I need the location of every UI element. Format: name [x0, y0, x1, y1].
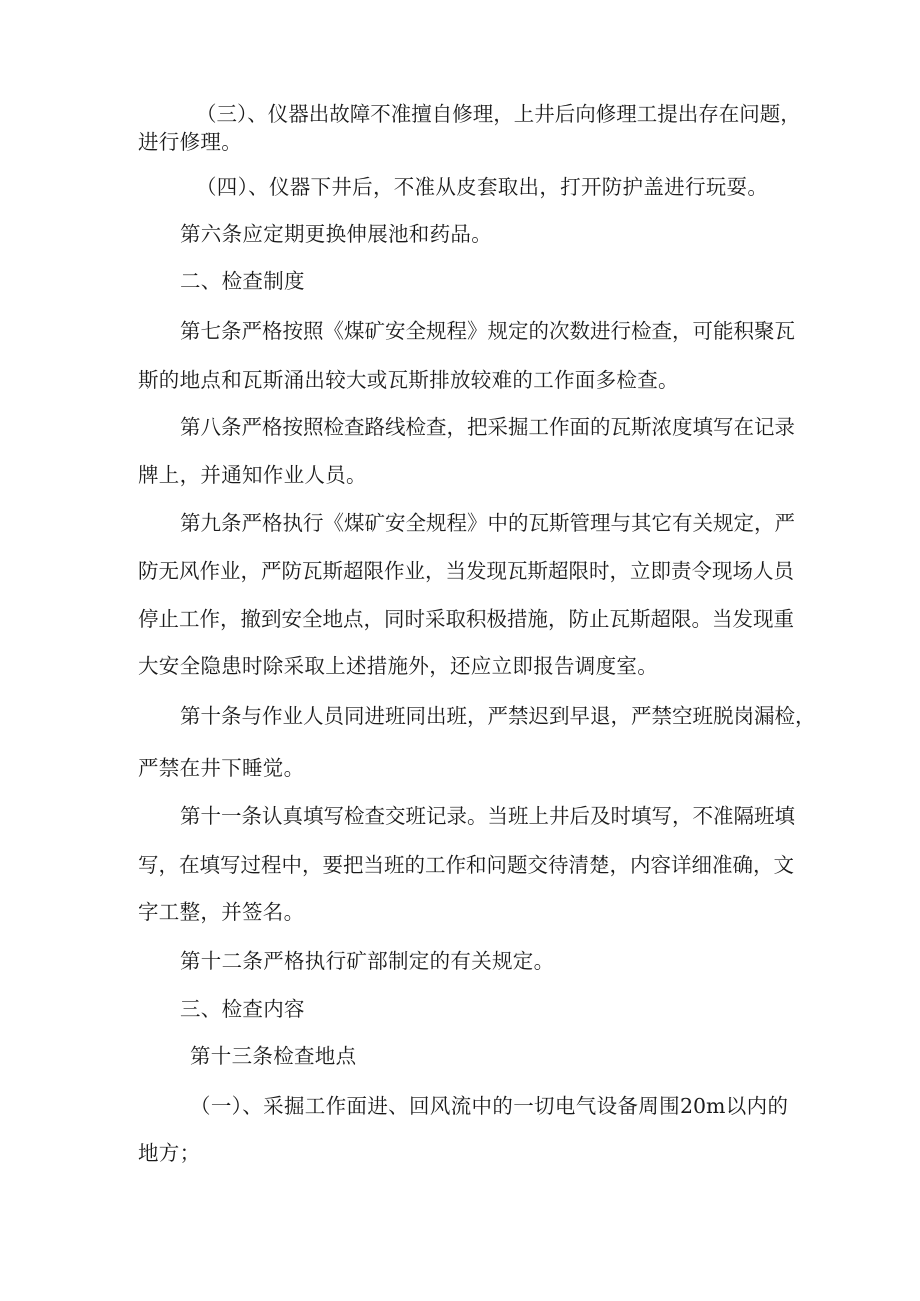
article-11-line-2: 写，在填写过程中，要把当班的工作和问题交待清楚，内容详细准确，文	[138, 853, 794, 877]
article-10-line-1: 第十条与作业人员同进班同出班，严禁迟到早退，严禁空班脱岗漏检，	[180, 704, 816, 728]
section-heading-inspection-system: 二、检查制度	[180, 269, 305, 293]
article-8-line-2: 牌上，并通知作业人员。	[138, 463, 367, 487]
item-1-line-1: （一）、采掘工作面进、回风流中的一切电气设备周围20m以内的	[190, 1094, 788, 1118]
article-8-line-1: 第八条严格按照检查路线检查，把采掘工作面的瓦斯浓度填写在记录	[180, 415, 795, 439]
section-heading-inspection-content: 三、检查内容	[180, 997, 305, 1021]
article-9-line-3: 停止工作，撤到安全地点，同时采取积极措施，防止瓦斯超限。当发现重	[138, 607, 794, 631]
article-12: 第十二条严格执行矿部制定的有关规定。	[180, 949, 555, 973]
article-11-line-3: 字工整，并签名。	[138, 900, 305, 924]
article-9-line-2: 防无风作业，严防瓦斯超限作业，当发现瓦斯超限时，立即责令现场人员	[138, 559, 794, 583]
article-9-line-4: 大安全隐患时除采取上述措施外，还应立即报告调度室。	[138, 654, 658, 678]
article-6: 第六条应定期更换伸展池和药品。	[180, 222, 492, 246]
item-1-line-2: 地方；	[138, 1141, 201, 1165]
paragraph-instrument-underground: （四）、仪器下井后，不准从皮套取出，打开防护盖进行玩耍。	[196, 175, 769, 199]
article-11-line-1: 第十一条认真填写检查交班记录。当班上井后及时填写，不准隔班填	[180, 804, 795, 828]
paragraph-instrument-repair-line-2: 进行修理。	[138, 130, 242, 154]
paragraph-instrument-repair-line-1: （三）、仪器出故障不准擅自修理，上井后向修理工提出存在问题，	[196, 102, 801, 126]
article-7-line-2: 斯的地点和瓦斯涌出较大或瓦斯排放较难的工作面多检查。	[138, 368, 679, 392]
article-13-heading: 第十三条检查地点	[190, 1044, 357, 1068]
article-9-line-1: 第九条严格执行《煤矿安全规程》中的瓦斯管理与其它有关规定，严	[180, 511, 795, 535]
article-10-line-2: 严禁在井下睡觉。	[138, 756, 305, 780]
article-7-line-1: 第七条严格按照《煤矿安全规程》规定的次数进行检查，可能积聚瓦	[180, 319, 795, 343]
